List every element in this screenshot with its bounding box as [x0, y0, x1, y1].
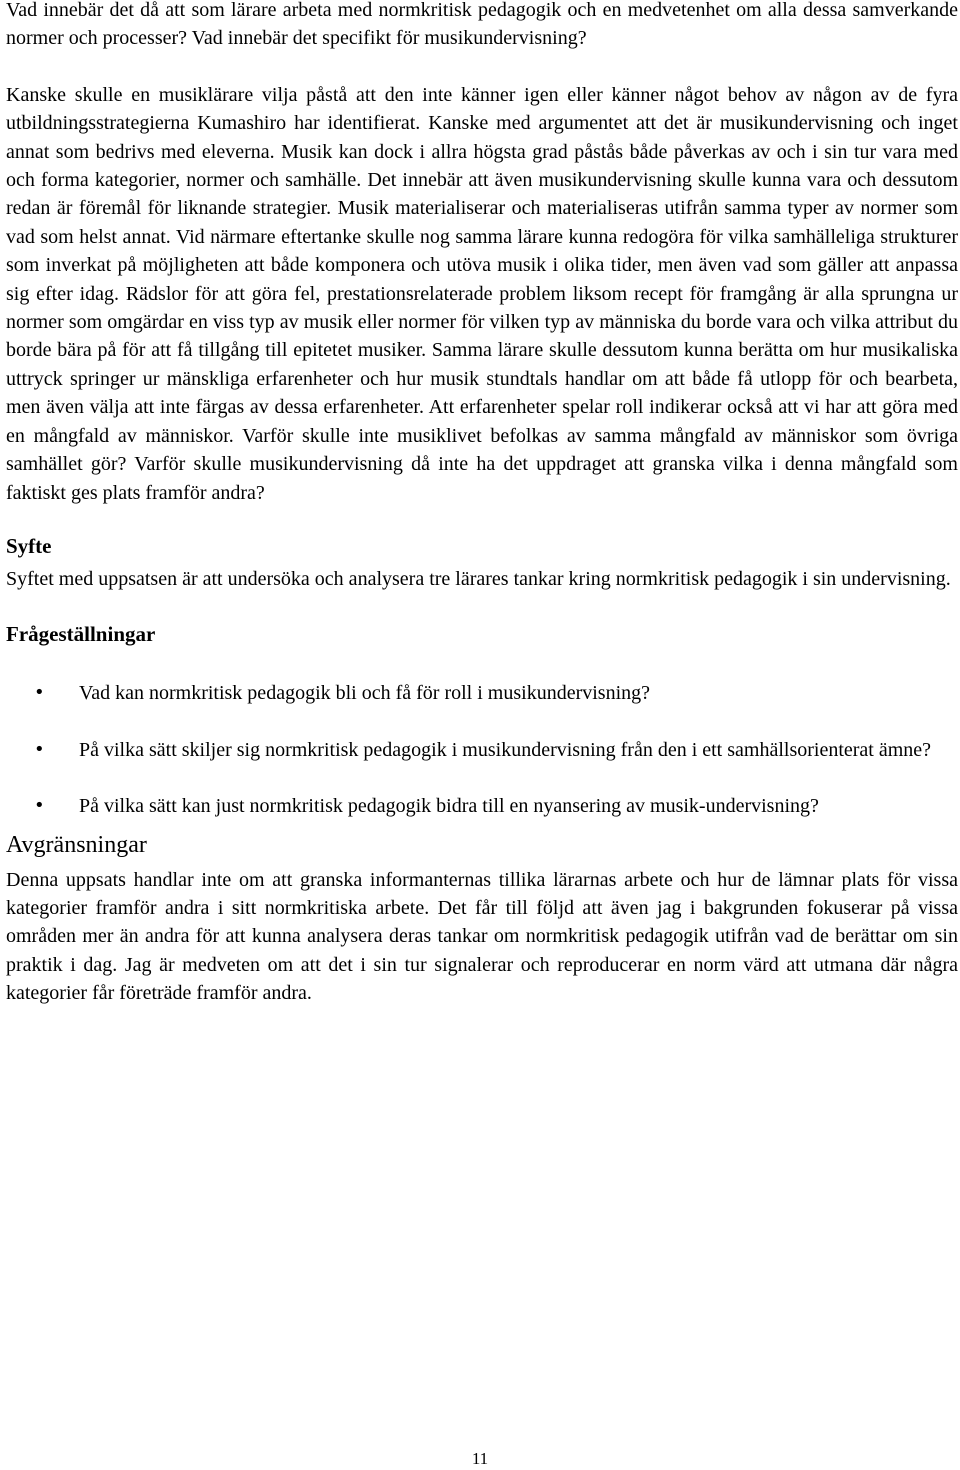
question-text: På vilka sätt kan just normkritisk pedagogik bidra till en nyansering av musik-undervisning?: [79, 795, 819, 818]
document-page: [6, 0, 958, 1008]
syfte-paragraph: Syftet med uppsatsen är att undersöka och analysera tre lärares tankar kring normkritisk pedagogik i sin undervisning.: [6, 567, 951, 590]
avgransningar-paragraph: Denna uppsats handlar inte om att granska informanternas tillika lärarnas arbete och hur de lämnar plats för vissa kategorier framför andra i sitt normkritiska arbete. Det får till följd att även jag i bakgrunden fokuserar på vissa områden mer än andra för att kunna analysera deras tankar om normkritisk pedagogik utifrån vad de berättar om sin praktik i dag. Jag är medveten om att det i sin tur signalerar och reproducerar en norm värd att utmana där några kategorier får företräde framför andra.: [6, 868, 958, 1005]
intro-paragraph-2: Kanske skulle en musiklärare vilja påstå att den inte känner igen eller känner något behov av någon av de fyra utbildningsstrategierna Kumashiro har identifierat. Kanske med argumentet att det är musikundervisning och inget annat som bedrivs med eleverna. Musik kan dock i allra högsta grad påstås både påverkas av och i sin tur vara med och forma kategorier, normer och samhälle. Det innebär att även musikundervisning skulle kunna vara och dessutom redan är föremål för liknande strategier. Musik materialiserar och materialiseras utifrån samma typer av normer som vad som helst annat. Vid närmare eftertanke skulle nog samma lärare kunna redogöra för vilka samhälleliga strukturer som inverkat på möjligheten att både komponera och utöva musik i olika tider, men även vad som gäller att anpassa sig efter idag. Rädslor för att göra fel, prestationsrelaterade problem liksom recept för framgång är alla sprungna ur normer som omgärdar en viss typ av musik eller normer för vilken typ av människa du borde vara och vilka attribut du borde bära på för att få tillgång till epitetet musiker. Samma lärare skulle dessutom kunna berätta om hur musikaliska uttryck springer ur mänskliga erfarenheter och hur musik stundtals handlar om att både få utlopp för och bearbeta, men även välja att inte färgas av dessa erfarenheter. Att erfarenheter spelar roll indikerar också att vi har att göra med en mångfald av människor. Varför skulle inte musiklivet befolkas av samma mångfald av människor som övriga samhället gör? Varför skulle musikundervisning då inte ha det uppdraget att granska vilka i denna mångfald som faktiskt ges plats framför andra?: [6, 83, 958, 504]
list-item: [6, 679, 958, 707]
bullet-icon: •: [34, 738, 45, 760]
bullet-icon: •: [34, 682, 45, 704]
question-text: Vad kan normkritisk pedagogik bli och få för roll i musikundervisning?: [79, 682, 651, 705]
list-item: [6, 792, 958, 820]
page-number: 11: [471, 1449, 489, 1468]
section-heading-syfte: Syfte: [6, 533, 52, 558]
bullet-icon: •: [34, 795, 45, 817]
intro-paragraph-1: Vad innebär det då att som lärare arbeta med normkritisk pedagogik och en medvetenhet om alla dessa samverkande normer och processer? Vad innebär det specifikt för musikundervisning?: [6, 0, 958, 50]
research-questions-list: [6, 679, 958, 820]
question-text: På vilka sätt skiljer sig normkritisk pedagogik i musikundervisning från den i ett samhällsorienterat ämne?: [79, 738, 932, 761]
section-heading-fragestallningar: Frågeställningar: [6, 622, 156, 647]
list-item: [6, 736, 958, 764]
section-heading-avgransningar: Avgränsningar: [6, 831, 147, 858]
